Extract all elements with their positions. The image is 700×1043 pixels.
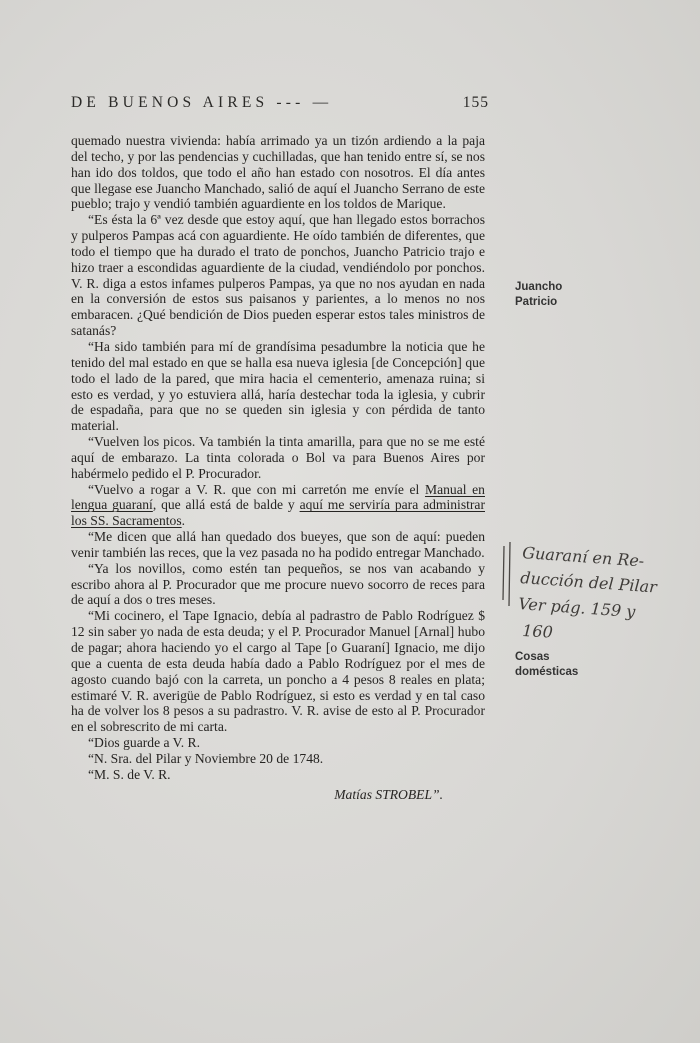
margin-note-cosas	[515, 650, 605, 680]
margin-note-line: Patricio	[515, 296, 558, 308]
signature: Matías STROBEL”.	[334, 786, 443, 802]
margin-note-line: Cosas	[515, 651, 550, 663]
handwritten-bracket-line	[509, 542, 510, 606]
closing-line: “Dios guarde a V. R.	[88, 735, 201, 751]
underlined-text: aquí me serviría para administrar los SS. Sacramentos	[71, 497, 485, 529]
text-segment: “Vuelvo a rogar a V. R. que con mi carretón me envíe el	[88, 481, 425, 497]
paragraph: “Vuelven los picos. Va también la tinta amarilla, para que no se me esté aquí de embarazo. La tinta colorada o Bol va para Buenos Aires por habérmelo pedido el P. Procurador.	[71, 434, 485, 481]
paragraph-manual	[71, 482, 485, 530]
closing-line: “M. S. de V. R.	[88, 766, 171, 782]
paragraph: “Ya los novillos, como estén tan pequeños, se nos van acabando y escribo ahora al P. Procurador que me procure nuevo socorro de reces para de aquí a dos o tres meses.	[71, 560, 485, 608]
date-line: “N. Sra. del Pilar y Noviembre 20 de 1748.	[88, 750, 324, 766]
paragraph: “Me dicen que allá han quedado dos bueyes, que son de aquí: pueden venir también las reces, que la vez pasada no ha podido entregar Manchado.	[71, 529, 485, 560]
running-header	[71, 94, 489, 112]
margin-note-line: domésticas	[515, 666, 579, 678]
page-number: 155	[462, 94, 489, 111]
margin-note-juancho	[515, 280, 605, 310]
underlined-text: Manual en lengua guaraní	[71, 481, 485, 513]
text-segment: , que allá está de balde y	[152, 497, 300, 513]
handwritten-line: 160	[521, 621, 554, 642]
margin-note-line: Juancho	[515, 281, 563, 293]
body-text	[71, 133, 485, 802]
handwritten-line: Guaraní en Re-	[521, 543, 645, 571]
handwritten-annotation	[498, 528, 698, 648]
handwritten-line: Ver pág. 159 y	[517, 594, 636, 622]
paragraph: “Ha sido también para mí de grandísima pesadumbre la noticia que he tenido del mal estado en que se halla esa nueva iglesia [de Concepción] que todo el lado de la pared, que mira hacia el cementerio, amenaza ruina; si esto es verdad, y yo estuviera allá, haría destechar toda la iglesia, y cubrir de espadaña, para que no se queden sin iglesia y con pérdida de tanto material.	[71, 338, 485, 434]
text-segment: .	[181, 513, 186, 529]
paragraph: “Es ésta la 6ª vez desde que estoy aquí, que han llegado estos borrachos y pulperos Pampas acá con aguardiente. He oído también de diferentes, que todo el tiempo que ha durado el trato de ponchos, Juancho Patricio trajo e hizo traer a escondidas aguardiente de la ciudad, vendiéndolo por ponchos. V. R. diga a estos infames pulperos Pampas, ya que no nos ayudan en nada en la conversión de estos sus paisanos y parientes, a lo menos no nos embaracen. ¿Qué bendición de Dios pueden esperar estos tales ministros de satanás?	[71, 212, 485, 339]
handwritten-line: ducción del Pilar	[519, 568, 658, 597]
paragraph: quemado nuestra vivienda: había arrimado ya un tizón ardiendo a la paja del techo, y por las pendencias y cuchilladas, que han tenido entre sí, se nos han ido dos toldos, que todo el año han estado con nosotros. El día antes que llegase ese Juancho Manchado, salió de aquí el Juancho Serrano de este pueblo; trajo y vendió también aguardiente en los toldos de Marique.	[71, 133, 485, 212]
paragraph: “Mi cocinero, el Tape Ignacio, debía al padrastro de Pablo Rodríguez $ 12 sin saber yo nada de esta deuda; y el P. Procurador Manuel [Arnal] hubo de pagar; ahora haciendo yo el cargo al Tape [o Guaraní] Ignacio, me dijo que a cuenta de esta deuda había dado a Pablo Rodríguez por el mes de agosto cuando bajó con la carreta, un poncho a 4 pesos 8 reales en plata; estimaré V. R. averigüe de Pablo Rodríguez, si esto es verdad y en tal caso ha de volver los 8 pesos a su padrastro. V. R. avise de esto al P. Procurador en el sobrescrito de mi carta.	[71, 608, 485, 735]
handwritten-bracket-line	[503, 546, 504, 600]
running-title: DE BUENOS AIRES --- —	[71, 94, 333, 111]
